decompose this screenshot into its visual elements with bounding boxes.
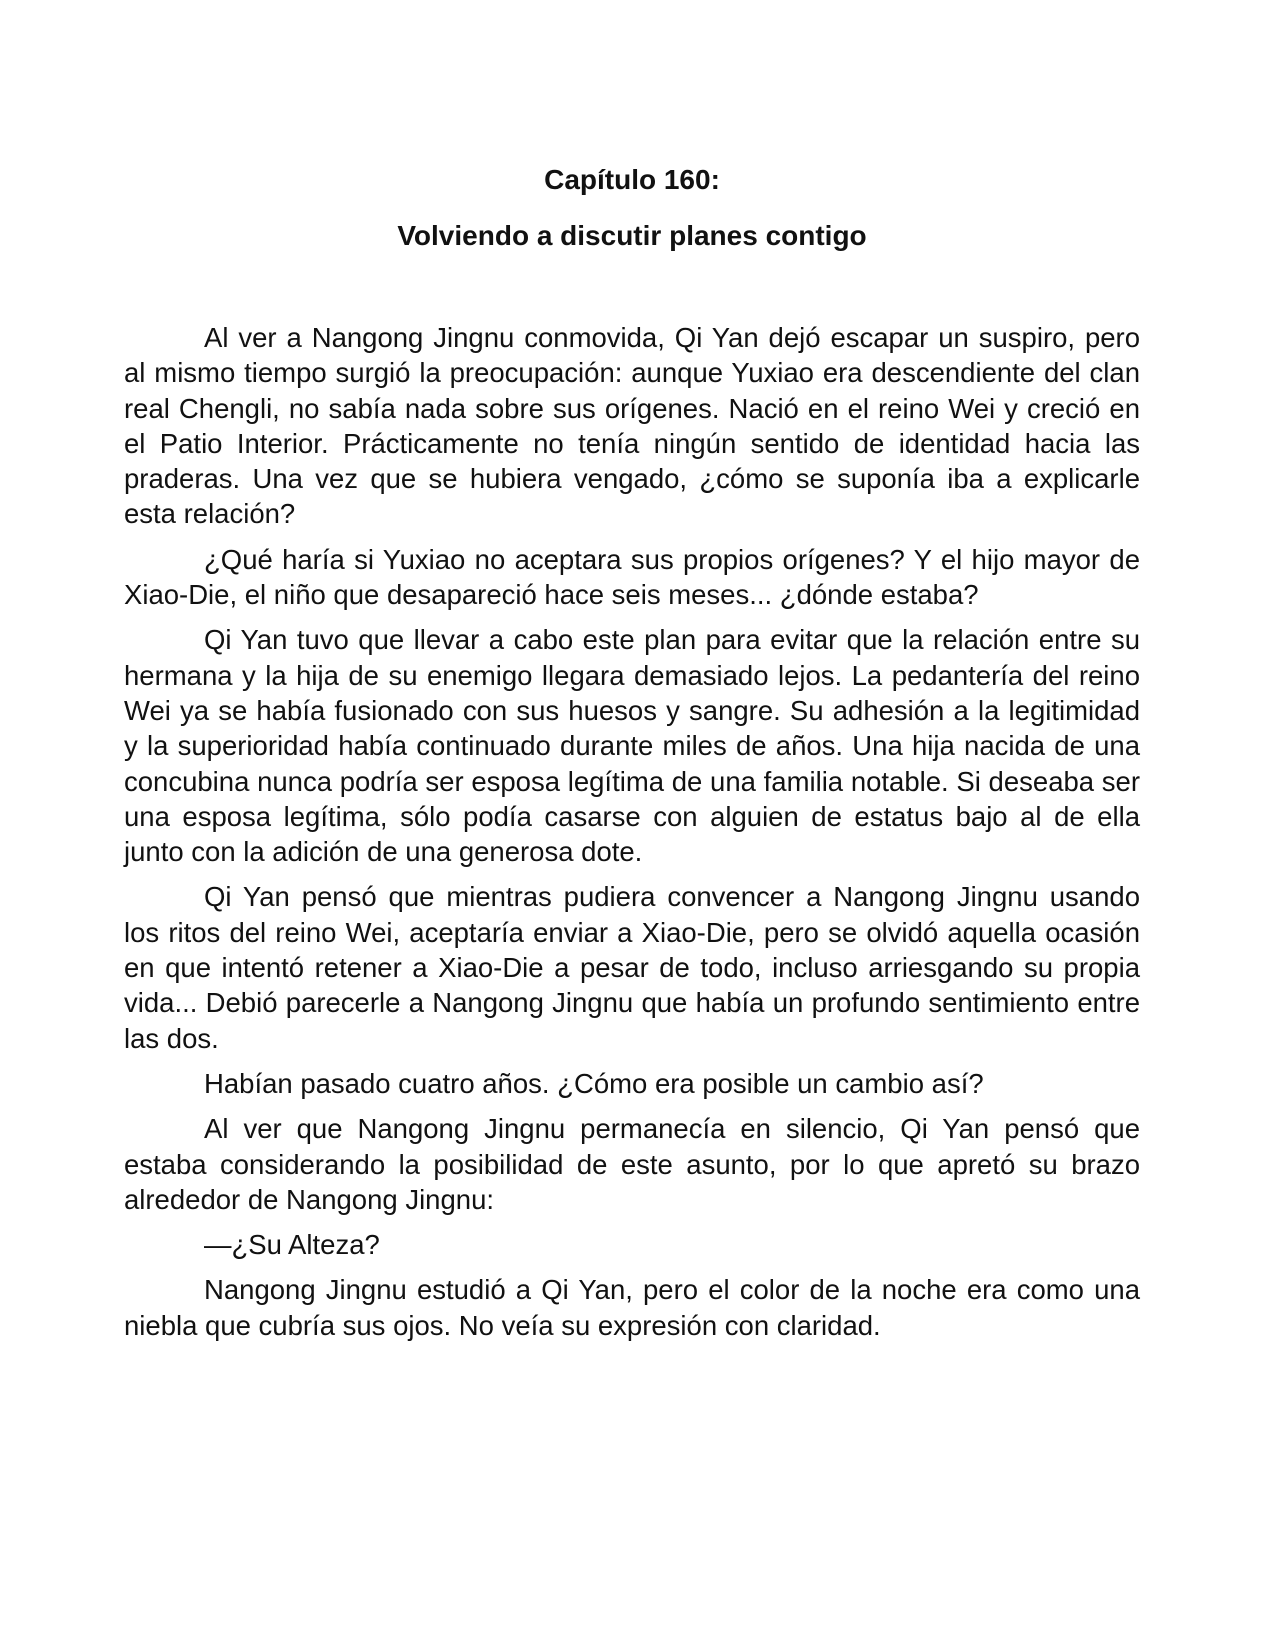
chapter-title: Capítulo 160: [544,164,720,195]
paragraph: Habían pasado cuatro años. ¿Cómo era posible un cambio así? [204,1067,984,1099]
chapter-body [124,320,1140,1353]
paragraph: Qi Yan pensó que mientras pudiera convencer a Nangong Jingnu usando los ritos del reino Wei, aceptaría enviar a Xiao-Die, pero se olvidó aquella ocasión en que intentó retener a Xiao-Die a pesar de todo, incluso arriesgando su propia vida... Debió parecerle a Nangong Jingnu que había un profundo sentimiento entre las dos. [124,881,1140,1054]
paragraph: —¿Su Alteza? [204,1229,380,1261]
document-page [124,0,1140,1650]
paragraph: Al ver que Nangong Jingnu permanecía en silencio, Qi Yan pensó que estaba considerando la posibilidad de este asunto, por lo que apretó su brazo alrededor de Nangong Jingnu: [124,1113,1140,1215]
paragraph: Nangong Jingnu estudió a Qi Yan, pero el color de la noche era como una niebla que cubría sus ojos. No veía su expresión con claridad. [124,1274,1140,1341]
paragraph: ¿Qué haría si Yuxiao no aceptara sus propios orígenes? Y el hijo mayor de Xiao-Die, el niño que desapareció hace seis meses... ¿dónde estaba? [124,543,1140,611]
paragraph: Al ver a Nangong Jingnu conmovida, Qi Yan dejó escapar un suspiro, pero al mismo tiempo surgió la preocupación: aunque Yuxiao era descendiente del clan real Chengli, no sabía nada sobre sus orígenes. Nació en el reino Wei y creció en el Patio Interior. Prácticamente no tenía ningún sentido de identidad hacia las praderas. Una vez que se hubiera vengado, ¿cómo se suponía iba a explicarle esta relación? [124,322,1140,530]
chapter-subtitle: Volviendo a discutir planes contigo [397,220,867,251]
paragraph: Qi Yan tuvo que llevar a cabo este plan para evitar que la relación entre su hermana y la hija de su enemigo llegara demasiado lejos. La pedantería del reino Wei ya se había fusionado con sus huesos y sangre. Su adhesión a la legitimidad y la superioridad había continuado durante miles de años. Una hija nacida de una concubina nunca podría ser esposa legítima de una familia notable. Si deseaba ser una esposa legítima, sólo podía casarse con alguien de estatus bajo al de ella junto con la adición de una generosa dote. [124,624,1140,868]
